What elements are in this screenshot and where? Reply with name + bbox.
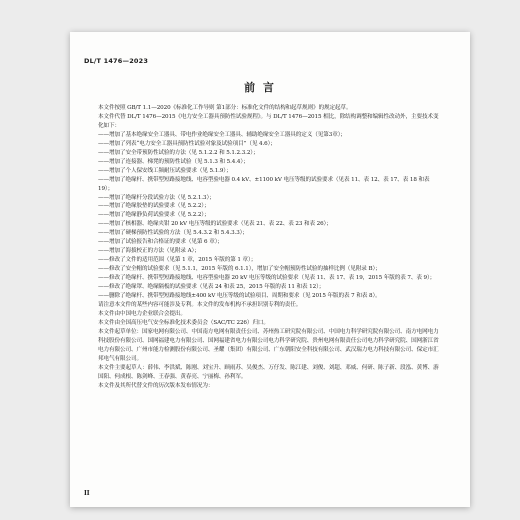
change-item: ——增加了安全带预防性试验的方法（见 5.1.2.2 和 5.1.2.3.2）；	[98, 149, 259, 156]
change-item: ——修改了绝缘罩、绝缘隔板的试验要求（见表 24 和表 25，2015 年版的表 11 和表 12）；	[98, 284, 325, 291]
change-item: ——增加了绝缘静负荷试验要求（见 5.2.2）；	[98, 212, 210, 219]
drafting-units: 本文件起草单位：国家电网有限公司、中国南方电网有限责任公司、苏州热工研究院有限公司、中国电力科学研究院有限公司、南方电网电力科技股份有限公司、国网福建电力有限公司、国网福建省电力有限公司电力科学研究院、贵州电网有限责任公司电力科学研究院、国网浙江省电力有限公司、广州市能力检测股份有限公司、圣耀（集团）有限公司、广东朝阳安全科技有限公司、武汉瑞力电力科技有限公司、保定市汇邦电气有限公司。	[98, 328, 439, 362]
page-number: II	[84, 490, 90, 497]
change-item: ——增加了核相器、绝缘夹钳 20 kV 电压等级的试验要求（见表 21、表 22、表 23 和表 26）；	[98, 221, 332, 228]
committee-note: 本文件由全国高压电气安全标准化技术委员会（SAC/TC 226）归口。	[98, 319, 269, 326]
change-item: ——修改了绝缘杆、携带型短路接地线、电容型验电器 20 kV 电压等级的试验要求（见表 11、表 17、表 19，2015 年版的表 7、表 9）；	[98, 275, 436, 282]
change-item: ——增加了绝缘胶垫的试验要求（见 5.2.2）；	[98, 203, 210, 210]
change-item: ——修改了安全帽的试验要求（见 5.1.1，2015 年版的 6.1.1），增加了安全帽预防性试验的抽样比例（见附录 B）；	[98, 266, 381, 273]
change-item: ——增加了连接器、梯凳的预防性试验（见 5.1.3 和 5.4.4）；	[98, 158, 249, 165]
drafters: 本文件主要起草人：薛伟、李洪斌、陈刚、刘宝升、顾雨苏、吴俊杰、万仔发、陈江建、刘俊、刘超、邓威、何研、陈子新、段泓、黄博、游国阳、何成根、陈剑峰、王春强、黄春亮、宁丽梅、孙利军。	[98, 364, 439, 380]
change-item: ——增加了硬梯预防性试验的方法（见 5.4.3.2 和 5.4.3.3）；	[98, 230, 248, 237]
change-item: ——增加了基本绝缘安全工器具、带电作业绝缘安全工器具、辅助绝缘安全工器具的定义（见第3章）；	[98, 131, 346, 138]
intro-paragraph-2: 本文件代替 DL/T 1476—2015《电力安全工器具预防性试验规程》。与 DL/T 1476—2015 相比，除结构调整和编辑性改动外，主要技术变化如下：	[98, 113, 439, 129]
change-item: ——增加了试验报告和合格证的要求（见第 6 章）；	[98, 239, 223, 246]
change-item: ——增加了列表“电力安全工器具预防性试验对象及试验项目”（见 4.6）；	[98, 140, 276, 147]
page-title: 前 言	[244, 81, 276, 94]
change-item: ——增加了绝缘杆、携带型短路接地线、电容型验电器 0.4 kV、±1100 kV 电压等级的试验要求（见表 11、表 12、表 17、表 18 和表 19）；	[98, 176, 430, 192]
change-item: ——增加了绝缘杆分段试验方法（见 5.2.1.3）；	[98, 194, 215, 201]
change-item: ——修改了文件的适用范围（见第 1 章，2015 年版的第 1 章）；	[98, 257, 257, 264]
document-id: DL/T 1476—2023	[84, 57, 149, 65]
intro-paragraph-1: 本文件按照 GB/T 1.1—2020《标准化工作导则 第1部分：标准化文件的结构和起草规则》的规定起草。	[98, 105, 352, 111]
change-item: ——删除了绝缘杆、携带型短路接地线±400 kV 电压等级的试验项目、周期和要求（见 2015 年版的表 7 和表 8）。	[98, 293, 381, 300]
foreword-body	[84, 104, 440, 391]
change-item: ——增加了海拔校正的方法（见附录 A）；	[98, 248, 200, 255]
change-list	[84, 131, 440, 301]
patent-note: 请注意本文件的某些内容可能涉及专利。本文件的发布机构不承担识别专利的责任。	[98, 301, 302, 308]
change-item: ——增加了个人保安线工频耐压试验要求（见 5.1.9）；	[98, 167, 232, 174]
history-note: 本文件及其所代替文件的历次版本发布情况为：	[98, 382, 214, 389]
proposer-note: 本文件由中国电力企业联合会提出。	[98, 310, 186, 317]
